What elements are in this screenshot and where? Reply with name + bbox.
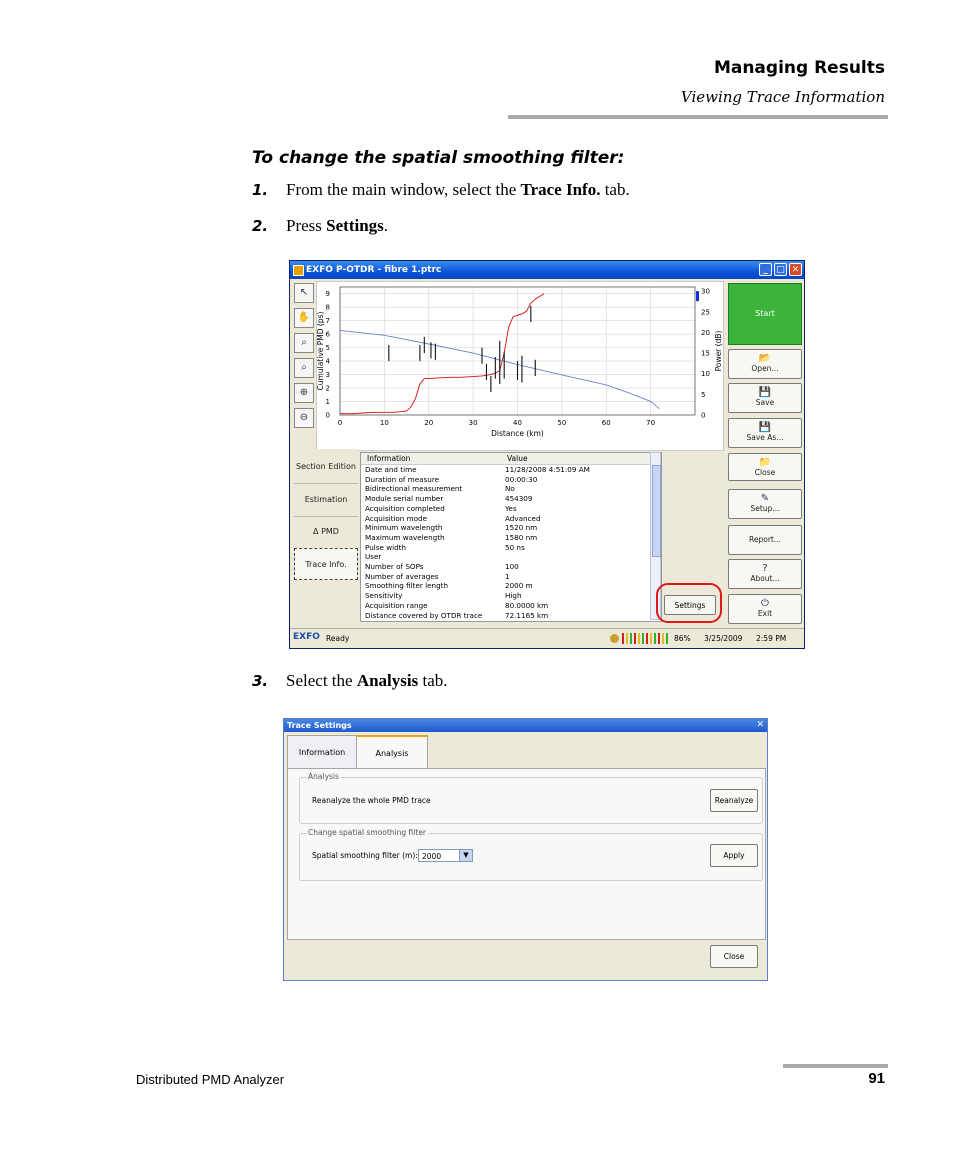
dialog-close-icon[interactable]: ✕ <box>756 720 764 730</box>
table-row <box>365 523 655 533</box>
app-icon <box>293 265 304 276</box>
y2-tick-label: 25 <box>701 308 710 317</box>
info-name-cell: Bidirectional measurement <box>365 484 463 494</box>
zoom-out-icon[interactable]: ⊖ <box>294 408 314 428</box>
footer-rule <box>783 1064 888 1068</box>
reanalyze-button[interactable]: Reanalyze <box>710 789 758 812</box>
tab-trace-info[interactable]: Trace Info. <box>294 548 358 580</box>
tab-analysis[interactable]: Analysis <box>356 735 428 769</box>
info-name-cell: Acquisition range <box>365 600 428 610</box>
y2-tick-label: 20 <box>701 328 710 337</box>
tab-section-edition[interactable]: Section Edition <box>294 451 358 484</box>
close-label: Close <box>754 468 776 477</box>
y-tick-label: 2 <box>325 384 330 393</box>
y2-tick-label: 30 <box>701 287 710 296</box>
y2-tick-label: 0 <box>701 411 706 420</box>
analysis-group-label: Analysis <box>308 772 339 781</box>
save-label: Save <box>755 398 775 407</box>
info-value-cell: 00:00:30 <box>505 474 538 484</box>
info-name-cell: Date and time <box>365 465 417 474</box>
info-name-cell: Minimum wavelength <box>365 523 443 533</box>
status-text: Ready <box>326 634 350 643</box>
step-bold-text: Trace Info. <box>520 180 601 199</box>
info-name-cell: Duration of measure <box>365 474 440 484</box>
app-title-bar <box>290 261 804 279</box>
apply-button[interactable]: Apply <box>710 844 758 867</box>
about-button[interactable] <box>728 559 802 589</box>
y2-tick-label: 10 <box>701 370 710 379</box>
step-number: 1. <box>252 181 269 199</box>
battery-percent: 86% <box>674 634 691 643</box>
x-tick-label: 20 <box>424 419 434 427</box>
setup-label: Setup... <box>750 504 780 513</box>
info-value-cell: Yes <box>505 503 517 513</box>
tab-delta-pmd[interactable]: Δ PMD <box>294 516 358 549</box>
trace-settings-dialog <box>283 718 768 981</box>
save-as-button[interactable] <box>728 418 802 448</box>
help-icon: ? <box>762 563 768 574</box>
close-window-icon[interactable]: ✕ <box>789 263 802 276</box>
info-value-cell: 72.1165 km <box>505 610 549 620</box>
smoothing-group-label: Change spatial smoothing filter <box>308 828 426 837</box>
exit-button[interactable] <box>728 594 802 624</box>
setup-button[interactable] <box>728 489 802 519</box>
smoothing-filter-label: Spatial smoothing filter (m): <box>312 851 418 860</box>
info-name-cell: Module serial number <box>365 494 444 504</box>
save-button[interactable] <box>728 383 802 413</box>
info-value-cell: 1 <box>505 571 510 581</box>
info-value-cell: 2000 m <box>505 581 533 591</box>
zoom-area-icon[interactable]: ⌕ <box>294 358 314 378</box>
pmd-trace-chart <box>316 281 724 451</box>
floppy-disk-icon: 💾 <box>758 387 772 398</box>
x-tick-label: 30 <box>468 419 478 427</box>
y-tick-label: 3 <box>325 371 330 380</box>
step-bold-text: Analysis <box>356 671 419 690</box>
pointer-tool-icon[interactable]: ↖ <box>294 283 314 303</box>
exfo-logo: EXFO <box>293 632 320 642</box>
trace-info-table <box>360 452 662 622</box>
close-file-button[interactable] <box>728 453 802 481</box>
info-value-cell: 11/28/2008 4:51:09 AM <box>505 465 590 474</box>
info-name-cell: Maximum wavelength <box>365 532 445 542</box>
chevron-down-icon[interactable]: ▼ <box>459 850 472 861</box>
tab-information[interactable]: Information <box>287 735 357 768</box>
status-bar <box>290 628 804 648</box>
analysis-group <box>299 772 763 824</box>
x-tick-label: 0 <box>337 419 343 427</box>
info-value-cell: 1580 nm <box>505 532 538 542</box>
maximize-icon[interactable]: □ <box>774 263 787 276</box>
zoom-in-icon[interactable]: ⊕ <box>294 383 314 403</box>
table-row <box>365 572 655 582</box>
table-row <box>365 581 655 591</box>
tab-estimation[interactable]: Estimation <box>294 484 358 517</box>
y-tick-label: 6 <box>325 330 330 339</box>
smoothing-filter-group <box>299 828 763 881</box>
table-row <box>365 504 655 514</box>
folder-open-icon: 📂 <box>758 353 772 364</box>
open-label: Open... <box>751 364 779 373</box>
running-header-title: Managing Results <box>713 58 885 78</box>
minimize-icon[interactable]: _ <box>759 263 772 276</box>
table-row <box>365 543 655 553</box>
table-row <box>365 494 655 504</box>
close-dialog-button[interactable]: Close <box>710 945 758 968</box>
smoothing-filter-dropdown[interactable] <box>418 849 473 862</box>
footer-product-name: Distributed PMD Analyzer <box>136 1072 285 1087</box>
info-name-cell: Acquisition completed <box>365 503 445 513</box>
step-text-end: tab. <box>418 671 448 690</box>
running-header-subtitle: Viewing Trace Information <box>680 88 885 106</box>
table-row <box>365 465 655 475</box>
column-header-information: Information <box>367 454 411 463</box>
power-icon: ⏻ <box>761 598 769 609</box>
info-value-cell: 454309 <box>505 494 533 504</box>
pan-hand-icon[interactable]: ✋ <box>294 308 314 328</box>
exit-label: Exit <box>757 609 773 618</box>
x-axis-label: Distance (km) <box>491 429 544 438</box>
y2-tick-label: 5 <box>701 390 706 399</box>
floppy-disk-icon: 💾 <box>758 422 772 433</box>
app-window-screenshot <box>289 260 805 649</box>
table-row <box>365 484 655 494</box>
info-value-cell: 100 <box>505 562 519 571</box>
left-tab-panel <box>294 449 358 623</box>
y-tick-label: 7 <box>325 317 330 326</box>
y-tick-label: 9 <box>325 290 330 299</box>
setup-icon: ✎ <box>760 493 770 504</box>
y2-tick-label: 15 <box>701 349 710 358</box>
y-axis-label: Cumulative PMD (ps) <box>316 311 325 391</box>
table-header <box>361 453 651 465</box>
info-name-cell: User <box>365 552 382 562</box>
info-value-cell: 1520 nm <box>505 523 538 533</box>
info-name-cell: Pulse width <box>365 542 407 552</box>
start-button[interactable]: Start <box>728 283 802 345</box>
status-light-icon <box>610 634 619 643</box>
step-number: 2. <box>252 217 269 235</box>
info-name-cell: Smoothing filter length <box>365 581 449 591</box>
step-text-end: tab. <box>600 180 630 199</box>
procedure-title: To change the spatial smoothing filter: <box>252 148 625 168</box>
table-row <box>365 533 655 543</box>
battery-level-icon <box>622 633 668 644</box>
step-text: From the main window, select the <box>286 180 521 199</box>
step-number: 3. <box>252 672 269 690</box>
x-tick-label: 50 <box>557 419 567 427</box>
info-name-cell: Number of averages <box>365 571 439 581</box>
table-row <box>365 552 655 562</box>
step-text: Select the <box>286 671 357 690</box>
about-label: About... <box>750 574 780 583</box>
step-text: Press <box>286 216 327 235</box>
zoom-window-icon[interactable]: ⌕ <box>294 333 314 353</box>
report-button[interactable]: Report... <box>728 525 802 555</box>
y-tick-label: 8 <box>325 303 330 312</box>
table-row <box>365 601 655 611</box>
scrollbar-thumb[interactable] <box>652 465 661 557</box>
y-tick-label: 1 <box>325 398 330 407</box>
status-time: 2:59 PM <box>756 634 787 643</box>
info-value-cell: 80.0000 km <box>505 600 549 610</box>
open-button[interactable] <box>728 349 802 379</box>
table-row <box>365 475 655 485</box>
x-tick-label: 60 <box>601 419 611 427</box>
status-date: 3/25/2009 <box>704 634 743 643</box>
analysis-tab-panel <box>287 768 766 940</box>
page-number: 91 <box>868 1070 885 1087</box>
info-name-cell: Sensitivity <box>365 591 403 601</box>
y-tick-label: 0 <box>325 411 330 420</box>
info-value-cell: Advanced <box>505 513 541 523</box>
save-as-label: Save As... <box>746 433 784 442</box>
dialog-title-bar <box>284 719 767 732</box>
table-row <box>365 591 655 601</box>
step-bold-text: Settings <box>326 216 384 235</box>
y2-axis-label: Power (dB) <box>714 330 723 372</box>
power-marker <box>696 291 699 301</box>
settings-button[interactable]: Settings <box>664 595 716 615</box>
folder-icon: 📁 <box>758 457 772 468</box>
x-tick-label: 70 <box>646 419 656 427</box>
info-value-cell: High <box>505 591 522 601</box>
info-name-cell: Number of SOPs <box>365 562 424 571</box>
table-row <box>365 562 655 572</box>
info-name-cell: Acquisition mode <box>365 513 428 523</box>
y-tick-label: 4 <box>325 357 330 366</box>
info-name-cell: Distance covered by OTDR trace <box>365 610 483 620</box>
y-tick-label: 5 <box>325 344 330 353</box>
info-value-cell: No <box>505 484 515 494</box>
x-tick-label: 10 <box>379 419 389 427</box>
step-text-end: . <box>383 216 389 235</box>
smoothing-filter-value: 2000 <box>422 852 442 861</box>
header-rule <box>508 115 888 119</box>
x-tick-label: 40 <box>513 419 522 427</box>
info-value-cell: 50 ns <box>505 542 525 552</box>
column-header-value: Value <box>507 454 528 463</box>
reanalyze-text: Reanalyze the whole PMD trace <box>312 796 431 805</box>
dialog-title: Trace Settings <box>287 721 352 730</box>
app-title: EXFO P-OTDR - fibre 1.ptrc <box>306 265 442 275</box>
table-row <box>365 514 655 524</box>
table-row <box>365 611 655 621</box>
